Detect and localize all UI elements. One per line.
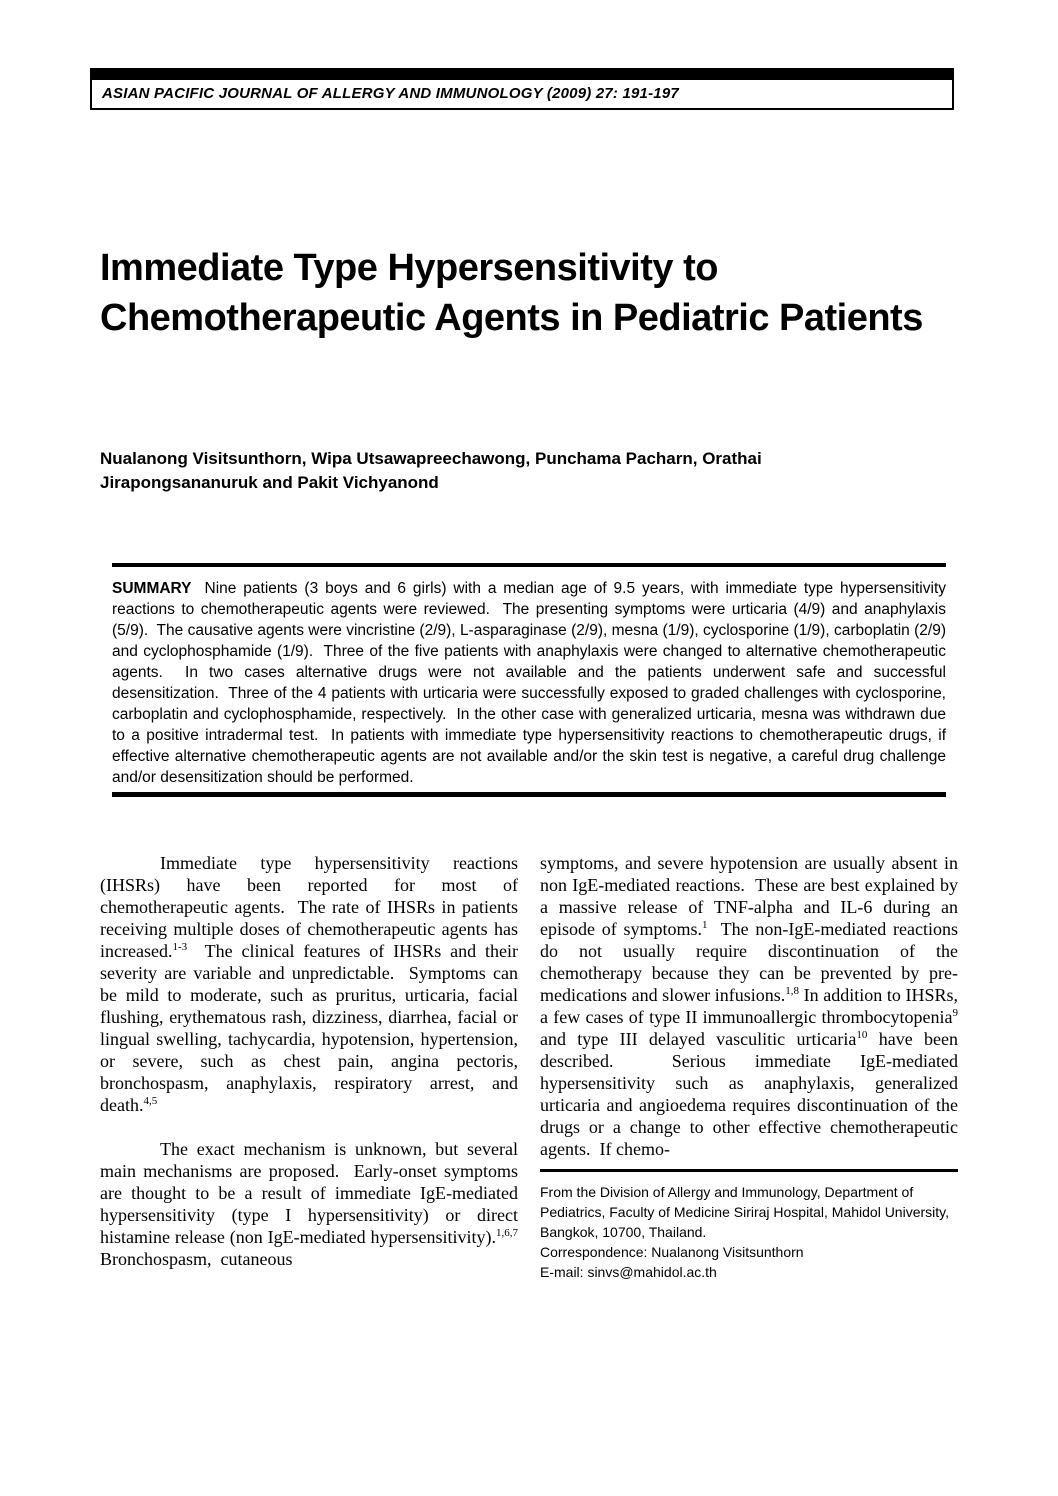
summary-section (112, 563, 951, 797)
body-left-column (100, 852, 527, 1282)
paragraph: The exact mechanism is unknown, but several main mechanisms are proposed. Early-onset symptoms are thought to be a result of immediate IgE-mediated hypersensitivity (type I hypersensitivity) or direct histamine release (non IgE-mediated hypersensitivity).$^{1,6,7}$ Bronchospasm, cutaneous (100, 1139, 527, 1269)
journal-banner (90, 68, 954, 110)
footnote-email: E-mail: sinvs@mahidol.ac.th (540, 1264, 717, 1280)
body-right-column (540, 852, 963, 1282)
paragraph: symptoms, and severe hypotension are usually absent in non IgE-mediated reactions. These are best explained by a massive release of TNF-alpha and IL-6 during an episode of symptoms.$^1$ The non-IgE-mediated reactions do not usually require discontinuation of the chemotherapy because they can be prevented by pre-medications and slower infusions.$^{1,8}$ In addition to IHSRs, a few cases of type II immunoallergic thrombocytopenia$^9$ and type III delayed vasculitic urticaria$^{10}$ have been described. Serious immediate IgE-mediated hypersensitivity such as anaphylaxis, generalized urticaria and angioedema requires discontinuation of the drugs or a change to other effective chemotherapeutic agents. If chemo- (540, 853, 963, 1159)
page-title: Immediate Type Hypersensitivity to Chemotherapeutic Agents in Pediatric Patients (100, 247, 923, 339)
journal-header-text: ASIAN PACIFIC JOURNAL OF ALLERGY AND IMMUNOLOGY (2009) 27: 191-197 (102, 85, 679, 102)
article-body (100, 852, 963, 1282)
summary-label: SUMMARY (112, 580, 192, 597)
footnote-affiliation: From the Division of Allergy and Immunology, Department of Pediatrics, Faculty of Medicine Siriraj Hospital, Mahidol University, Bangkok, 10700, Thailand. (540, 1184, 949, 1240)
paragraph: Immediate type hypersensitivity reactions (IHSRs) have been reported for most of chemotherapeutic agents. The rate of IHSRs in patients receiving multiple doses of chemotherapeutic agents has increased.$^{1-3}$ The clinical features of IHSRs and their severity are variable and unpredictable. Symptoms can be mild to moderate, such as pruritus, urticaria, facial flushing, erythematous rash, dizziness, diarrhea, facial or lingual swelling, tachycardia, hypotension, hypertension, or severe, such as chest pain, angina pectoris, bronchospasm, anaphylaxis, respiratory arrest, and death.$^{4,5}$ (100, 853, 523, 1115)
summary-body: Nine patients (3 boys and 6 girls) with a median age of 9.5 years, with immediate type hypersensitivity reactions to chemotherapeutic agents were reviewed. The presenting symptoms were urticaria (4/9) and anaphylaxis (5/9). The causative agents were vincristine (2/9), L-asparaginase (2/9), mesna (1/9), cyclosporine (1/9), carboplatin (2/9) and cyclophosphamide (1/9). Three of the five patients with anaphylaxis were changed to alternative chemotherapeutic agents. In two cases alternative drugs were not available and the patients underwent safe and successful desensitization. Three of the 4 patients with urticaria were successfully exposed to graded challenges with cyclosporine, carboplatin and cyclophosphamide, respectively. In the other case with generalized urticaria, mesna was withdrawn due to a positive intradermal test. In patients with immediate type hypersensitivity reactions to chemotherapeutic drugs, if effective alternative chemotherapeutic agents are not available and/or the skin test is negative, a careful drug challenge and/or desensitization should be performed. (112, 580, 951, 786)
authors-line: Nualanong Visitsunthorn, Wipa Utsawapreechawong, Punchama Pacharn, Orathai Jirapongsananuruk and Pakit Vichyanond (100, 449, 762, 492)
summary-rule-bottom (112, 792, 946, 797)
summary-rule-top (112, 563, 946, 567)
footnote-block (540, 1169, 958, 1282)
summary-text (112, 578, 951, 788)
footnote-correspondence: Correspondence: Nualanong Visitsunthorn (540, 1244, 804, 1260)
